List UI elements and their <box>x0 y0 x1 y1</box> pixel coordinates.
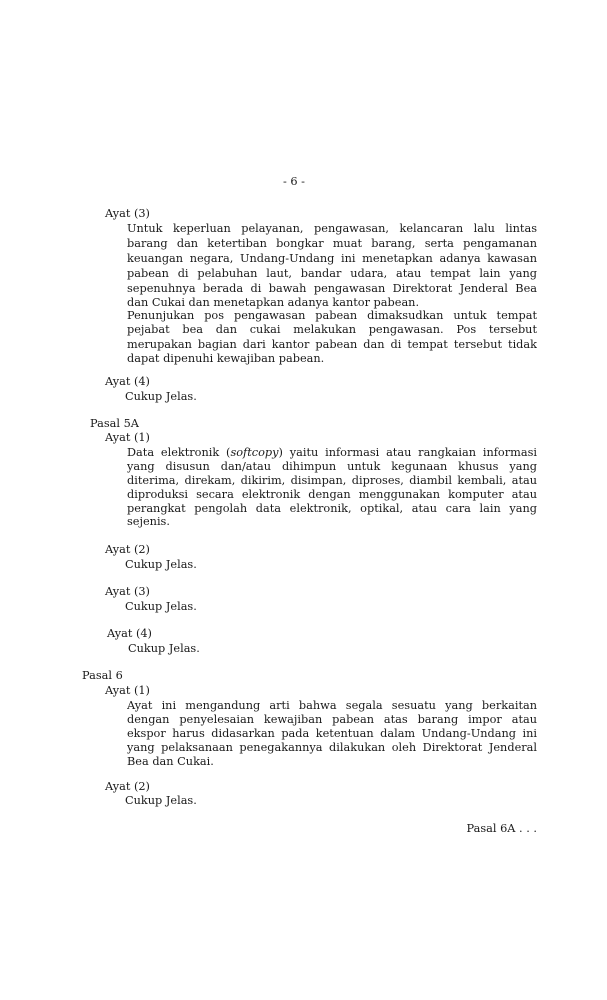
text-line: Untuk keperluan pelayanan, pengawasan, kelancaran lalu lintas <box>127 222 537 235</box>
ayat-heading: Ayat (1) <box>105 684 150 697</box>
ayat-heading: Ayat (3) <box>105 585 150 598</box>
text-line: Cukup Jelas. <box>125 390 197 403</box>
text-line: sejenis. <box>127 515 170 528</box>
ayat-heading: Ayat (4) <box>105 375 150 388</box>
pasal-heading: Pasal 5A <box>90 417 139 430</box>
text-line: yang pelaksanaan penegakannya dilakukan oleh Direktorat Jenderal <box>127 741 537 754</box>
ayat-heading: Ayat (2) <box>105 543 150 556</box>
ayat-heading: Ayat (1) <box>105 431 150 444</box>
text-line: pejabat bea dan cukai melakukan pengawasan. Pos tersebut <box>127 323 537 336</box>
text-line: Cukup Jelas. <box>125 794 197 807</box>
ayat-heading: Ayat (3) <box>105 207 150 220</box>
text-line: barang dan ketertiban bongkar muat barang, serta pengamanan <box>127 237 537 250</box>
page-number: - 6 - <box>283 175 306 188</box>
text-line: ekspor harus didasarkan pada ketentuan dalam Undang-Undang ini <box>127 727 537 740</box>
text-line: dapat dipenuhi kewajiban pabean. <box>127 352 325 365</box>
text-line: Cukup Jelas. <box>125 600 197 613</box>
text-line: Data elektronik (softcopy) yaitu informasi atau rangkaian informasi <box>127 446 537 459</box>
text-line: dengan penyelesaian kewajiban pabean atas barang impor atau <box>127 713 537 726</box>
text-line: Bea dan Cukai. <box>127 755 214 768</box>
text-line: Cukup Jelas. <box>125 558 197 571</box>
text-line: diproduksi secara elektronik dengan menggunakan komputer atau <box>127 488 537 501</box>
text-line: perangkat pengolah data elektronik, optikal, atau cara lain yang <box>127 502 537 515</box>
next-page-reference: Pasal 6A . . . <box>466 822 537 835</box>
text-line: Cukup Jelas. <box>128 642 200 655</box>
text-line: keuangan negara, Undang-Undang ini menetapkan adanya kawasan <box>127 252 537 265</box>
text-line: Ayat ini mengandung arti bahwa segala sesuatu yang berkaitan <box>127 699 537 712</box>
pasal-heading: Pasal 6 <box>82 669 123 682</box>
text-line: merupakan bagian dari kantor pabean dan di tempat tersebut tidak <box>127 338 537 351</box>
text-line: yang disusun dan/atau dihimpun untuk kegunaan khusus yang <box>127 460 537 473</box>
text-line: dan Cukai dan menetapkan adanya kantor pabean. <box>127 296 420 309</box>
text-line: Penunjukan pos pengawasan pabean dimaksudkan untuk tempat <box>127 309 537 322</box>
text-line: pabean di pelabuhan laut, bandar udara, atau tempat lain yang <box>127 267 537 280</box>
ayat-heading: Ayat (4) <box>107 627 152 640</box>
text-line: diterima, direkam, dikirim, disimpan, diproses, diambil kembali, atau <box>127 474 537 487</box>
text-line: sepenuhnya berada di bawah pengawasan Direktorat Jenderal Bea <box>127 282 537 295</box>
ayat-heading: Ayat (2) <box>105 780 150 793</box>
